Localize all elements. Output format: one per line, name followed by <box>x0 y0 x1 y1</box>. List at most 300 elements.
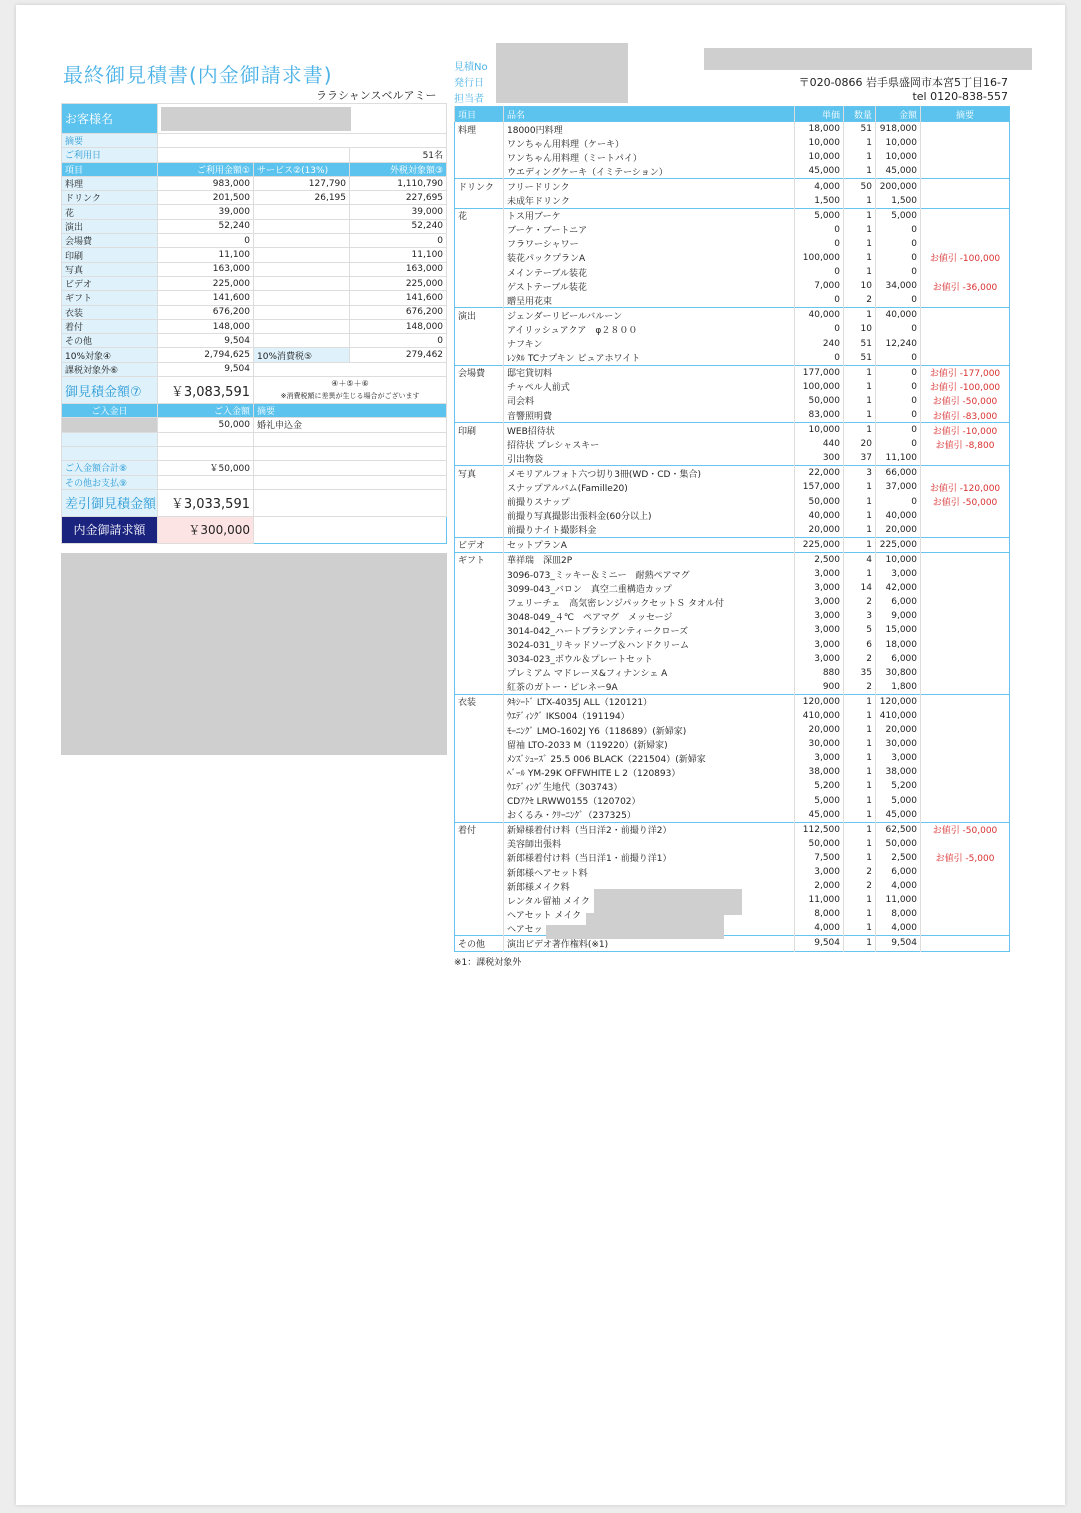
detail-category <box>455 322 504 336</box>
detail-category: 写真 <box>455 466 504 481</box>
detail-unit-price: 4,000 <box>795 921 844 936</box>
detail-qty: 1 <box>844 495 876 509</box>
detail-category <box>455 523 504 538</box>
detail-row <box>455 822 1010 837</box>
guest-count: 51名 <box>350 148 447 162</box>
detail-memo: お値引 -50,000 <box>921 495 1010 509</box>
detail-row <box>455 737 1010 751</box>
detail-unit-price: 38,000 <box>795 765 844 779</box>
detail-unit-price: 50,000 <box>795 394 844 408</box>
detail-qty: 10 <box>844 279 876 293</box>
summary-amount: 225,000 <box>158 276 254 290</box>
detail-unit-price: 2,000 <box>795 879 844 893</box>
detail-memo <box>921 694 1010 709</box>
detail-memo <box>921 737 1010 751</box>
summary-taxable: 11,100 <box>350 248 447 262</box>
detail-amount: 0 <box>876 437 921 451</box>
detail-memo <box>921 779 1010 793</box>
detail-name: 贈呈用花束 <box>504 293 795 308</box>
detail-qty: 2 <box>844 879 876 893</box>
detail-amount: 225,000 <box>876 537 921 552</box>
detail-unit-price: 9,504 <box>795 936 844 951</box>
detail-category <box>455 637 504 651</box>
detail-memo <box>921 179 1010 194</box>
deposit-memo: 婚礼申込金 <box>254 418 447 432</box>
detail-memo <box>921 709 1010 723</box>
detail-category <box>455 495 504 509</box>
detail-category <box>455 451 504 466</box>
detail-category <box>455 136 504 150</box>
detail-amount: 4,000 <box>876 921 921 936</box>
summary-row <box>62 191 447 205</box>
detail-name: 前撮りスナップ <box>504 495 795 509</box>
detail-unit-price: 177,000 <box>795 365 844 380</box>
redacted-detail-1 <box>594 889 742 915</box>
summary-taxable: 163,000 <box>350 262 447 276</box>
detail-row <box>455 351 1010 366</box>
detail-amount: 0 <box>876 223 921 237</box>
detail-qty: 1 <box>844 208 876 223</box>
detail-unit-price: 50,000 <box>795 837 844 851</box>
detail-amount: 1,500 <box>876 194 921 209</box>
detail-unit-price: 20,000 <box>795 523 844 538</box>
summary-taxable: 0 <box>350 334 447 348</box>
detail-category <box>455 808 504 823</box>
detail-category <box>455 723 504 737</box>
detail-qty: 51 <box>844 122 876 137</box>
detail-category <box>455 865 504 879</box>
detail-row <box>455 150 1010 164</box>
detail-memo: お値引 -10,000 <box>921 423 1010 438</box>
detail-amount: 15,000 <box>876 623 921 637</box>
detail-unit-price: 10,000 <box>795 136 844 150</box>
detail-amount: 0 <box>876 251 921 265</box>
detail-qty: 1 <box>844 936 876 951</box>
detail-memo <box>921 680 1010 695</box>
detail-memo <box>921 794 1010 808</box>
detail-row <box>455 223 1010 237</box>
detail-qty: 14 <box>844 581 876 595</box>
detail-qty: 1 <box>844 723 876 737</box>
detail-amount: 2,500 <box>876 851 921 865</box>
detail-qty: 1 <box>844 893 876 907</box>
detail-memo <box>921 150 1010 164</box>
nontax-amount: 9,504 <box>158 362 254 376</box>
summary-item: その他 <box>62 334 158 348</box>
detail-row <box>455 552 1010 567</box>
summary-amount: 163,000 <box>158 262 254 276</box>
summary-taxable: 148,000 <box>350 319 447 333</box>
detail-name: 前撮りナイト撮影料金 <box>504 523 795 538</box>
detail-memo <box>921 451 1010 466</box>
detail-memo <box>921 723 1010 737</box>
detail-col-name: 品名 <box>504 107 795 122</box>
staff-label: 担当者 <box>454 94 484 105</box>
detail-unit-price: 3,000 <box>795 751 844 765</box>
detail-unit-price: 5,200 <box>795 779 844 793</box>
detail-name: ﾀｷｼｰﾄﾞ LTX-4035J ALL（120121） <box>504 694 795 709</box>
detail-memo: お値引 -8,800 <box>921 437 1010 451</box>
summary-item: 着付 <box>62 319 158 333</box>
summary-row <box>62 248 447 262</box>
detail-name: 新郎様ヘアセット料 <box>504 865 795 879</box>
summary-service: 127,790 <box>254 176 350 190</box>
detail-unit-price: 225,000 <box>795 537 844 552</box>
detail-unit-price: 300 <box>795 451 844 466</box>
detail-col-qty: 数量 <box>844 107 876 122</box>
detail-amount: 200,000 <box>876 179 921 194</box>
detail-category: 料理 <box>455 122 504 137</box>
detail-qty: 1 <box>844 251 876 265</box>
summary-row <box>62 291 447 305</box>
detail-category <box>455 380 504 394</box>
detail-qty: 1 <box>844 921 876 936</box>
detail-memo: お値引 -5,000 <box>921 851 1010 865</box>
summary-row <box>62 219 447 233</box>
detail-name: 3024-031_リキッドソープ＆ハンドクリーム <box>504 637 795 651</box>
detail-category <box>455 751 504 765</box>
redacted-block <box>61 553 447 755</box>
invoice-label: 内金御請求額 <box>62 516 158 543</box>
detail-memo <box>921 466 1010 481</box>
detail-unit-price: 83,000 <box>795 408 844 423</box>
detail-category <box>455 595 504 609</box>
detail-qty: 3 <box>844 609 876 623</box>
detail-memo <box>921 893 1010 907</box>
detail-unit-price: 40,000 <box>795 509 844 523</box>
detail-name: 18000円料理 <box>504 122 795 137</box>
detail-unit-price: 240 <box>795 337 844 351</box>
detail-name: 新郎様メイク料 <box>504 879 795 893</box>
summary-taxable: 225,000 <box>350 276 447 290</box>
detail-qty: 20 <box>844 437 876 451</box>
summary-item: ビデオ <box>62 276 158 290</box>
detail-amount: 11,000 <box>876 893 921 907</box>
detail-qty: 1 <box>844 907 876 921</box>
detail-amount: 18,000 <box>876 637 921 651</box>
detail-memo <box>921 808 1010 823</box>
detail-name: 装花パックプランA <box>504 251 795 265</box>
detail-memo <box>921 879 1010 893</box>
detail-name: ゲストテーブル装花 <box>504 279 795 293</box>
detail-amount: 0 <box>876 237 921 251</box>
detail-amount: 12,240 <box>876 337 921 351</box>
detail-memo <box>921 637 1010 651</box>
summary-row <box>62 176 447 190</box>
summary-service <box>254 276 350 290</box>
detail-name: メモリアルフォト六つ切り3冊(WD・CD・集合) <box>504 466 795 481</box>
detail-row <box>455 495 1010 509</box>
detail-category: 衣装 <box>455 694 504 709</box>
detail-name: ﾍﾞｰﾙ YM-29K OFFWHITE L 2（120893） <box>504 765 795 779</box>
detail-amount: 410,000 <box>876 709 921 723</box>
detail-memo <box>921 194 1010 209</box>
summary-taxable: 676,200 <box>350 305 447 319</box>
detail-category <box>455 293 504 308</box>
detail-category <box>455 480 504 494</box>
detail-amount: 5,200 <box>876 779 921 793</box>
detail-qty: 1 <box>844 164 876 179</box>
detail-amount: 50,000 <box>876 837 921 851</box>
detail-row <box>455 595 1010 609</box>
detail-qty: 5 <box>844 623 876 637</box>
detail-row <box>455 293 1010 308</box>
detail-qty: 1 <box>844 751 876 765</box>
summary-service <box>254 319 350 333</box>
detail-memo <box>921 509 1010 523</box>
summary-amount: 983,000 <box>158 176 254 190</box>
detail-name: 邸宅貸切料 <box>504 365 795 380</box>
detail-unit-price: 0 <box>795 237 844 251</box>
detail-memo <box>921 223 1010 237</box>
deposit-memo-header: 摘要 <box>254 404 447 418</box>
detail-unit-price: 0 <box>795 322 844 336</box>
detail-name: 演出ビデオ著作権料(※1) <box>504 936 795 951</box>
detail-qty: 1 <box>844 837 876 851</box>
detail-qty: 2 <box>844 652 876 666</box>
detail-row <box>455 164 1010 179</box>
detail-category <box>455 394 504 408</box>
detail-category <box>455 765 504 779</box>
detail-memo <box>921 322 1010 336</box>
detail-memo <box>921 552 1010 567</box>
detail-qty: 1 <box>844 308 876 323</box>
detail-memo <box>921 122 1010 137</box>
detail-name: CDｱｸｾ LRWW0155（120702） <box>504 794 795 808</box>
detail-unit-price: 3,000 <box>795 581 844 595</box>
detail-unit-price: 900 <box>795 680 844 695</box>
detail-name: ｳｴﾃﾞｨﾝｸﾞ IKS004（191194） <box>504 709 795 723</box>
detail-amount: 4,000 <box>876 879 921 893</box>
detail-qty: 1 <box>844 150 876 164</box>
detail-memo <box>921 666 1010 680</box>
deposit-amount-header: ご入金額 <box>158 404 254 418</box>
detail-row <box>455 637 1010 651</box>
date-label: ご利用日 <box>62 148 158 162</box>
detail-memo <box>921 208 1010 223</box>
formula: ④＋⑤＋⑥ <box>331 379 369 389</box>
detail-name: 3099-043_バロン 真空二重構造カップ <box>504 581 795 595</box>
detail-memo <box>921 537 1010 552</box>
detail-unit-price: 1,500 <box>795 194 844 209</box>
detail-qty: 1 <box>844 509 876 523</box>
detail-col-unit-price: 単価 <box>795 107 844 122</box>
detail-qty: 1 <box>844 380 876 394</box>
detail-amount: 10,000 <box>876 136 921 150</box>
detail-unit-price: 0 <box>795 265 844 279</box>
detail-amount: 6,000 <box>876 652 921 666</box>
detail-name: 未成年ドリンク <box>504 194 795 209</box>
detail-unit-price: 3,000 <box>795 595 844 609</box>
detail-name: フリードリンク <box>504 179 795 194</box>
detail-qty: 3 <box>844 466 876 481</box>
detail-row <box>455 423 1010 438</box>
summary-item: 衣装 <box>62 305 158 319</box>
detail-unit-price: 100,000 <box>795 251 844 265</box>
detail-amount: 0 <box>876 394 921 408</box>
deposit-amount: 50,000 <box>158 418 254 432</box>
detail-memo <box>921 921 1010 936</box>
detail-amount: 20,000 <box>876 723 921 737</box>
summary-amount: 676,200 <box>158 305 254 319</box>
detail-name: ウエディングケーキ（イミテーション） <box>504 164 795 179</box>
detail-qty: 50 <box>844 179 876 194</box>
detail-category <box>455 709 504 723</box>
summary-taxable: 1,110,790 <box>350 176 447 190</box>
summary-taxable: 39,000 <box>350 205 447 219</box>
detail-row <box>455 779 1010 793</box>
detail-category <box>455 879 504 893</box>
detail-name: チャペル人前式 <box>504 380 795 394</box>
detail-name: ナフキン <box>504 337 795 351</box>
summary-taxable: 227,695 <box>350 191 447 205</box>
detail-qty: 6 <box>844 637 876 651</box>
detail-category <box>455 164 504 179</box>
detail-memo: お値引 -177,000 <box>921 365 1010 380</box>
detail-memo <box>921 865 1010 879</box>
detail-category: 会場費 <box>455 365 504 380</box>
detail-row <box>455 623 1010 637</box>
deposit-date-header: ご入金日 <box>62 404 158 418</box>
detail-row <box>455 408 1010 423</box>
detail-category <box>455 437 504 451</box>
detail-unit-price: 7,000 <box>795 279 844 293</box>
col-service: サービス②(13%) <box>254 162 350 176</box>
detail-category <box>455 194 504 209</box>
detail-category <box>455 237 504 251</box>
detail-amount: 0 <box>876 408 921 423</box>
summary-service <box>254 248 350 262</box>
detail-category <box>455 567 504 581</box>
detail-amount: 66,000 <box>876 466 921 481</box>
detail-amount: 3,000 <box>876 751 921 765</box>
detail-category <box>455 251 504 265</box>
detail-memo <box>921 936 1010 951</box>
detail-unit-price: 3,000 <box>795 567 844 581</box>
summary-row <box>62 262 447 276</box>
detail-name: ｳｴﾃﾞｨﾝｸﾞ生地代（303743） <box>504 779 795 793</box>
detail-category <box>455 680 504 695</box>
detail-amount: 38,000 <box>876 765 921 779</box>
detail-unit-price: 0 <box>795 223 844 237</box>
col-amount: ご利用金額① <box>158 162 254 176</box>
detail-category <box>455 921 504 936</box>
summary-item: 料理 <box>62 176 158 190</box>
detail-category <box>455 265 504 279</box>
detail-unit-price: 120,000 <box>795 694 844 709</box>
detail-row <box>455 509 1010 523</box>
detail-category <box>455 907 504 921</box>
detail-amount: 0 <box>876 265 921 279</box>
detail-qty: 1 <box>844 480 876 494</box>
detail-memo: お値引 -36,000 <box>921 279 1010 293</box>
detail-amount: 0 <box>876 380 921 394</box>
detail-memo: お値引 -120,000 <box>921 480 1010 494</box>
detail-amount: 62,500 <box>876 822 921 837</box>
detail-row <box>455 380 1010 394</box>
summary-item: ギフト <box>62 291 158 305</box>
detail-category: その他 <box>455 936 504 951</box>
detail-unit-price: 4,000 <box>795 179 844 194</box>
detail-col-memo: 摘要 <box>921 107 1010 122</box>
detail-amount: 37,000 <box>876 480 921 494</box>
detail-category: 印刷 <box>455 423 504 438</box>
detail-amount: 0 <box>876 351 921 366</box>
detail-memo <box>921 164 1010 179</box>
detail-memo: お値引 -83,000 <box>921 408 1010 423</box>
balance-total: ￥3,033,591 <box>158 489 254 516</box>
detail-unit-price: 5,000 <box>795 208 844 223</box>
balance-label: 差引御見積金額 <box>62 489 158 516</box>
detail-amount: 9,000 <box>876 609 921 623</box>
detail-qty: 4 <box>844 552 876 567</box>
detail-category <box>455 623 504 637</box>
detail-amount: 120,000 <box>876 694 921 709</box>
detail-qty: 35 <box>844 666 876 680</box>
detail-amount: 34,000 <box>876 279 921 293</box>
detail-unit-price: 11,000 <box>795 893 844 907</box>
detail-row <box>455 365 1010 380</box>
detail-amount: 0 <box>876 495 921 509</box>
detail-category <box>455 893 504 907</box>
venue-name: ララシャンスベルアミー <box>316 89 437 102</box>
detail-row <box>455 122 1010 137</box>
detail-unit-price: 30,000 <box>795 737 844 751</box>
detail-unit-price: 3,000 <box>795 865 844 879</box>
estimate-document <box>16 5 1065 1505</box>
summary-taxable: 0 <box>350 234 447 248</box>
summary-item: 印刷 <box>62 248 158 262</box>
company-address: 〒020-0866 岩手県盛岡市本宮5丁目16-7 <box>798 76 1008 89</box>
detail-memo: お値引 -100,000 <box>921 380 1010 394</box>
detail-qty: 2 <box>844 865 876 879</box>
summary-service <box>254 334 350 348</box>
detail-name: 3048-049_４℃ ペアマグ メッセージ <box>504 609 795 623</box>
detail-name: 新婦様着付け料（当日洋2・前撮り洋2） <box>504 822 795 837</box>
detail-qty: 1 <box>844 136 876 150</box>
detail-row <box>455 921 1010 936</box>
detail-category: 演出 <box>455 308 504 323</box>
customer-name <box>158 104 447 134</box>
detail-qty: 10 <box>844 322 876 336</box>
detail-memo <box>921 609 1010 623</box>
detail-row <box>455 194 1010 209</box>
detail-name: 美容師出張料 <box>504 837 795 851</box>
detail-category <box>455 223 504 237</box>
detail-memo <box>921 136 1010 150</box>
detail-row <box>455 265 1010 279</box>
detail-row <box>455 794 1010 808</box>
document-title: 最終御見積書(内金御請求書) <box>63 63 333 87</box>
detail-name: フェリーチェ 高気密レンジパックセットＳ タオル付 <box>504 595 795 609</box>
invoice-amount: ￥300,000 <box>158 516 254 543</box>
detail-unit-price: 3,000 <box>795 623 844 637</box>
summary-rows <box>62 176 447 348</box>
detail-amount: 1,800 <box>876 680 921 695</box>
detail-memo <box>921 595 1010 609</box>
detail-row <box>455 308 1010 323</box>
summary-row <box>62 334 447 348</box>
detail-name: 新郎様着付け料（当日洋1・前撮り洋1） <box>504 851 795 865</box>
company-tel: tel 0120-838-557 <box>912 90 1008 103</box>
detail-header <box>455 107 1010 122</box>
detail-row <box>455 723 1010 737</box>
redacted-company <box>704 48 1032 70</box>
detail-category <box>455 837 504 851</box>
col-item: 項目 <box>62 162 158 176</box>
detail-qty: 2 <box>844 680 876 695</box>
detail-qty: 1 <box>844 237 876 251</box>
